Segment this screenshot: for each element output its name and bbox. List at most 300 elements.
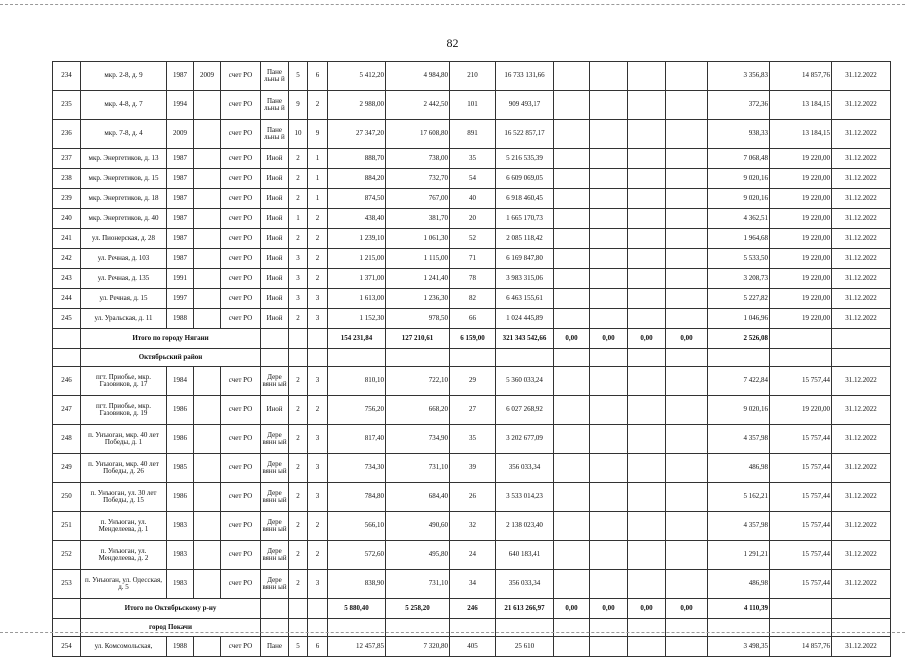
max-cost-per-sqm: 19 220,00 (770, 209, 832, 229)
row-number: 234 (53, 62, 81, 91)
max-cost-per-sqm: 19 220,00 (770, 289, 832, 309)
cost-col-2 (590, 425, 628, 454)
page-number: 82 (446, 36, 459, 50)
total-cost-col-4: 0,00 (666, 599, 708, 619)
estimated-cost: 3 202 677,09 (496, 425, 554, 454)
account-type: счет РО (221, 169, 261, 189)
entrances: 3 (308, 289, 328, 309)
residents: 35 (450, 149, 496, 169)
section-empty (554, 619, 590, 637)
cost-col-1 (554, 367, 590, 396)
living-area: 1 241,40 (386, 269, 450, 289)
residents: 34 (450, 570, 496, 599)
estimated-cost: 16 522 857,17 (496, 120, 554, 149)
max-cost-per-sqm: 19 220,00 (770, 396, 832, 425)
address: ул. Уральская, д. 11 (81, 309, 167, 329)
wall-material: Дере вянн ый (261, 512, 289, 541)
wall-material: Иной (261, 396, 289, 425)
table-row (53, 396, 891, 425)
max-cost-per-sqm: 15 757,44 (770, 570, 832, 599)
residents: 32 (450, 512, 496, 541)
row-number: 247 (53, 396, 81, 425)
deadline-date: 31.12.2022 (832, 483, 891, 512)
residents: 24 (450, 541, 496, 570)
deadline-date: 31.12.2022 (832, 269, 891, 289)
address: п. Унъюган, ул. Одесская, д. 5 (81, 570, 167, 599)
deadline-date: 31.12.2022 (832, 91, 891, 120)
total-area: 874,50 (328, 189, 386, 209)
account-type: счет РО (221, 269, 261, 289)
wall-material: Иной (261, 289, 289, 309)
entrances: 2 (308, 541, 328, 570)
max-cost-per-sqm: 19 220,00 (770, 149, 832, 169)
cost-col-3 (628, 309, 666, 329)
entrances: 6 (308, 62, 328, 91)
entrances: 6 (308, 637, 328, 657)
total-cost-col-1: 0,00 (554, 599, 590, 619)
cost-col-1 (554, 62, 590, 91)
account-type: счет РО (221, 454, 261, 483)
deadline-date: 31.12.2022 (832, 189, 891, 209)
estimated-cost: 6 027 268,92 (496, 396, 554, 425)
address: ул. Речная, д. 135 (81, 269, 167, 289)
wall-material: Дере вянн ый (261, 483, 289, 512)
total-area: 817,40 (328, 425, 386, 454)
year-built: 1987 (167, 189, 194, 209)
deadline-date: 31.12.2022 (832, 149, 891, 169)
total-cost-col-4: 0,00 (666, 329, 708, 349)
cost-per-sqm: 1 964,68 (708, 229, 770, 249)
max-cost-per-sqm: 15 757,44 (770, 454, 832, 483)
max-cost-per-sqm: 19 220,00 (770, 169, 832, 189)
cost-per-sqm: 938,33 (708, 120, 770, 149)
cost-col-3 (628, 189, 666, 209)
floors: 5 (289, 637, 308, 657)
cost-per-sqm: 1 046,96 (708, 309, 770, 329)
address: п. Унъюган, мкр. 40 лет Победы, д. 26 (81, 454, 167, 483)
year-renovated (194, 120, 221, 149)
section-empty (261, 349, 289, 367)
cost-col-2 (590, 483, 628, 512)
year-renovated (194, 269, 221, 289)
cost-col-3 (628, 483, 666, 512)
total-label: Итого по Октябрьскому р-ну (81, 599, 261, 619)
table-row (53, 512, 891, 541)
total-row (53, 329, 891, 349)
total-cost-col-2: 0,00 (590, 599, 628, 619)
total-empty (261, 329, 289, 349)
entrances: 3 (308, 570, 328, 599)
row-number: 243 (53, 269, 81, 289)
total-residents: 246 (450, 599, 496, 619)
section-header-row (53, 349, 891, 367)
account-type: счет РО (221, 62, 261, 91)
deadline-date: 31.12.2022 (832, 367, 891, 396)
floors: 2 (289, 454, 308, 483)
estimated-cost: 25 610 (496, 637, 554, 657)
cost-col-4 (666, 309, 708, 329)
table-row (53, 120, 891, 149)
cost-col-4 (666, 483, 708, 512)
entrances: 2 (308, 91, 328, 120)
deadline-date: 31.12.2022 (832, 541, 891, 570)
deadline-date: 31.12.2022 (832, 454, 891, 483)
max-cost-per-sqm: 15 757,44 (770, 483, 832, 512)
estimated-cost: 356 033,34 (496, 454, 554, 483)
residents: 29 (450, 367, 496, 396)
floors: 2 (289, 367, 308, 396)
table-row (53, 149, 891, 169)
year-built: 1987 (167, 149, 194, 169)
living-area: 731,10 (386, 454, 450, 483)
section-empty (770, 619, 832, 637)
cost-col-2 (590, 367, 628, 396)
total-living-area: 5 258,20 (386, 599, 450, 619)
total-area: 756,20 (328, 396, 386, 425)
total-row (53, 599, 891, 619)
section-empty (308, 349, 328, 367)
cost-per-sqm: 5 162,21 (708, 483, 770, 512)
year-built: 1983 (167, 512, 194, 541)
cost-col-1 (554, 149, 590, 169)
row-number: 242 (53, 249, 81, 269)
year-built: 1983 (167, 570, 194, 599)
floors: 2 (289, 169, 308, 189)
section-empty (628, 619, 666, 637)
account-type: счет РО (221, 91, 261, 120)
living-area: 381,70 (386, 209, 450, 229)
deadline-date: 31.12.2022 (832, 309, 891, 329)
estimated-cost: 6 463 155,61 (496, 289, 554, 309)
year-renovated (194, 483, 221, 512)
cost-per-sqm: 4 357,98 (708, 512, 770, 541)
total-cost-per-sqm: 4 110,39 (708, 599, 770, 619)
account-type: счет РО (221, 189, 261, 209)
cost-col-4 (666, 570, 708, 599)
living-area: 2 442,50 (386, 91, 450, 120)
living-area: 738,00 (386, 149, 450, 169)
cost-col-3 (628, 91, 666, 120)
cost-col-1 (554, 229, 590, 249)
year-built: 1987 (167, 169, 194, 189)
total-empty (261, 599, 289, 619)
living-area: 668,20 (386, 396, 450, 425)
floors: 2 (289, 425, 308, 454)
account-type: счет РО (221, 289, 261, 309)
wall-material: Иной (261, 309, 289, 329)
cost-col-2 (590, 570, 628, 599)
address: ул. Речная, д. 103 (81, 249, 167, 269)
cost-col-3 (628, 169, 666, 189)
wall-material: Дере вянн ый (261, 570, 289, 599)
section-title: Октябрьский район (81, 349, 261, 367)
deadline-date: 31.12.2022 (832, 289, 891, 309)
cost-col-1 (554, 289, 590, 309)
cost-per-sqm: 7 068,48 (708, 149, 770, 169)
table-row (53, 454, 891, 483)
year-built: 1997 (167, 289, 194, 309)
row-number: 245 (53, 309, 81, 329)
entrances: 2 (308, 229, 328, 249)
cost-per-sqm: 486,98 (708, 454, 770, 483)
entrances: 1 (308, 149, 328, 169)
cost-col-3 (628, 570, 666, 599)
floors: 2 (289, 483, 308, 512)
entrances: 2 (308, 269, 328, 289)
cost-col-3 (628, 209, 666, 229)
address: мкр. Энергетиков, д. 40 (81, 209, 167, 229)
estimated-cost: 2 085 118,42 (496, 229, 554, 249)
residents: 20 (450, 209, 496, 229)
cost-col-4 (666, 396, 708, 425)
section-empty (328, 619, 386, 637)
year-built: 1986 (167, 396, 194, 425)
total-area: 1 152,30 (328, 309, 386, 329)
wall-material: Иной (261, 209, 289, 229)
scan-top-edge (0, 4, 905, 5)
cost-col-2 (590, 229, 628, 249)
total-empty (770, 599, 832, 619)
cost-per-sqm: 4 362,51 (708, 209, 770, 229)
deadline-date: 31.12.2022 (832, 120, 891, 149)
total-area: 1 613,00 (328, 289, 386, 309)
row-number: 250 (53, 483, 81, 512)
year-renovated (194, 309, 221, 329)
cost-per-sqm: 4 357,98 (708, 425, 770, 454)
cost-col-3 (628, 120, 666, 149)
wall-material: Пане льны й (261, 91, 289, 120)
total-area: 1 371,00 (328, 269, 386, 289)
address: мкр. 4-8, д. 7 (81, 91, 167, 120)
year-built: 1987 (167, 249, 194, 269)
residents: 82 (450, 289, 496, 309)
year-built: 1991 (167, 269, 194, 289)
total-empty (53, 329, 81, 349)
table-body (53, 62, 891, 657)
estimated-cost: 2 138 023,40 (496, 512, 554, 541)
residents: 210 (450, 62, 496, 91)
section-header-row (53, 619, 891, 637)
total-area: 888,70 (328, 149, 386, 169)
cost-col-3 (628, 425, 666, 454)
address: мкр. Энергетиков, д. 15 (81, 169, 167, 189)
floors: 10 (289, 120, 308, 149)
section-empty (666, 619, 708, 637)
table-row (53, 570, 891, 599)
total-empty (832, 329, 891, 349)
estimated-cost: 6 918 460,45 (496, 189, 554, 209)
cost-col-1 (554, 570, 590, 599)
total-area: 810,10 (328, 367, 386, 396)
row-number: 235 (53, 91, 81, 120)
deadline-date: 31.12.2022 (832, 637, 891, 657)
total-empty (770, 329, 832, 349)
entrances: 2 (308, 209, 328, 229)
table-row (53, 289, 891, 309)
residents: 101 (450, 91, 496, 120)
cost-per-sqm: 9 020,16 (708, 396, 770, 425)
address: ул. Речная, д. 15 (81, 289, 167, 309)
cost-col-1 (554, 189, 590, 209)
account-type: счет РО (221, 483, 261, 512)
estimated-cost: 640 183,41 (496, 541, 554, 570)
year-renovated (194, 209, 221, 229)
deadline-date: 31.12.2022 (832, 512, 891, 541)
section-empty (328, 349, 386, 367)
row-number: 253 (53, 570, 81, 599)
table-row (53, 62, 891, 91)
cost-col-4 (666, 269, 708, 289)
cost-col-1 (554, 120, 590, 149)
wall-material: Иной (261, 229, 289, 249)
residents: 66 (450, 309, 496, 329)
wall-material: Иной (261, 269, 289, 289)
residents: 35 (450, 425, 496, 454)
estimated-cost: 1 024 445,89 (496, 309, 554, 329)
cost-col-1 (554, 512, 590, 541)
max-cost-per-sqm: 15 757,44 (770, 541, 832, 570)
year-renovated (194, 169, 221, 189)
year-built: 1988 (167, 637, 194, 657)
total-cost-col-2: 0,00 (590, 329, 628, 349)
floors: 5 (289, 62, 308, 91)
cost-per-sqm: 9 020,16 (708, 169, 770, 189)
year-renovated (194, 396, 221, 425)
total-area: 12 457,85 (328, 637, 386, 657)
total-area: 838,90 (328, 570, 386, 599)
total-cost: 321 343 542,66 (496, 329, 554, 349)
account-type: счет РО (221, 249, 261, 269)
total-empty (308, 329, 328, 349)
entrances: 3 (308, 309, 328, 329)
total-area: 1 239,10 (328, 229, 386, 249)
year-renovated (194, 189, 221, 209)
table-row (53, 483, 891, 512)
deadline-date: 31.12.2022 (832, 396, 891, 425)
section-empty (708, 349, 770, 367)
cost-col-1 (554, 541, 590, 570)
row-number: 244 (53, 289, 81, 309)
wall-material: Иной (261, 189, 289, 209)
cost-col-1 (554, 91, 590, 120)
section-empty (554, 349, 590, 367)
account-type: счет РО (221, 229, 261, 249)
max-cost-per-sqm: 19 220,00 (770, 229, 832, 249)
cost-per-sqm: 9 020,16 (708, 189, 770, 209)
cost-col-2 (590, 120, 628, 149)
row-number: 241 (53, 229, 81, 249)
deadline-date: 31.12.2022 (832, 425, 891, 454)
cost-col-2 (590, 169, 628, 189)
max-cost-per-sqm: 19 220,00 (770, 269, 832, 289)
year-renovated (194, 570, 221, 599)
account-type: счет РО (221, 367, 261, 396)
living-area: 684,40 (386, 483, 450, 512)
cost-per-sqm: 3 208,73 (708, 269, 770, 289)
section-empty (261, 619, 289, 637)
address: ул. Комсомольская, (81, 637, 167, 657)
account-type: счет РО (221, 396, 261, 425)
cost-col-4 (666, 91, 708, 120)
entrances: 1 (308, 189, 328, 209)
floors: 2 (289, 189, 308, 209)
total-cost-col-3: 0,00 (628, 599, 666, 619)
row-number: 254 (53, 637, 81, 657)
section-empty (53, 619, 81, 637)
total-area: 154 231,84 (328, 329, 386, 349)
cost-col-4 (666, 62, 708, 91)
cost-per-sqm: 7 422,84 (708, 367, 770, 396)
total-area: 1 215,00 (328, 249, 386, 269)
address: мкр. Энергетиков, д. 18 (81, 189, 167, 209)
year-renovated (194, 91, 221, 120)
account-type: счет РО (221, 570, 261, 599)
deadline-date: 31.12.2022 (832, 570, 891, 599)
cost-col-3 (628, 62, 666, 91)
living-area: 732,70 (386, 169, 450, 189)
address: п. Унъюган, ул. Менделеева, д. 1 (81, 512, 167, 541)
total-residents: 6 159,00 (450, 329, 496, 349)
address: мкр. 7-8, д. 4 (81, 120, 167, 149)
cost-col-3 (628, 541, 666, 570)
table-row (53, 367, 891, 396)
total-empty (308, 599, 328, 619)
total-area: 438,40 (328, 209, 386, 229)
cost-per-sqm: 5 227,82 (708, 289, 770, 309)
residents: 26 (450, 483, 496, 512)
living-area: 7 320,80 (386, 637, 450, 657)
living-area: 17 608,80 (386, 120, 450, 149)
cost-per-sqm: 1 291,21 (708, 541, 770, 570)
cost-col-3 (628, 269, 666, 289)
total-empty (289, 599, 308, 619)
total-living-area: 127 210,61 (386, 329, 450, 349)
entrances: 2 (308, 249, 328, 269)
cost-col-1 (554, 483, 590, 512)
wall-material: Дере вянн ый (261, 454, 289, 483)
cost-col-4 (666, 512, 708, 541)
cost-col-4 (666, 454, 708, 483)
living-area: 4 984,80 (386, 62, 450, 91)
table-row (53, 425, 891, 454)
residents: 40 (450, 189, 496, 209)
section-empty (450, 619, 496, 637)
address: мкр. Энергетиков, д. 13 (81, 149, 167, 169)
address: пгт. Приобье, мкр. Газовиков, д. 19 (81, 396, 167, 425)
row-number: 237 (53, 149, 81, 169)
total-area: 784,80 (328, 483, 386, 512)
living-area: 1 236,30 (386, 289, 450, 309)
account-type: счет РО (221, 149, 261, 169)
entrances: 9 (308, 120, 328, 149)
living-area: 978,50 (386, 309, 450, 329)
row-number: 236 (53, 120, 81, 149)
living-area: 1 115,00 (386, 249, 450, 269)
cost-col-4 (666, 209, 708, 229)
cost-col-3 (628, 289, 666, 309)
total-empty (289, 329, 308, 349)
section-empty (308, 619, 328, 637)
cost-per-sqm: 372,36 (708, 91, 770, 120)
total-area: 734,30 (328, 454, 386, 483)
address: мкр. 2-8, д. 9 (81, 62, 167, 91)
row-number: 251 (53, 512, 81, 541)
floors: 3 (289, 249, 308, 269)
entrances: 3 (308, 425, 328, 454)
cost-col-4 (666, 249, 708, 269)
section-empty (708, 619, 770, 637)
account-type: счет РО (221, 309, 261, 329)
